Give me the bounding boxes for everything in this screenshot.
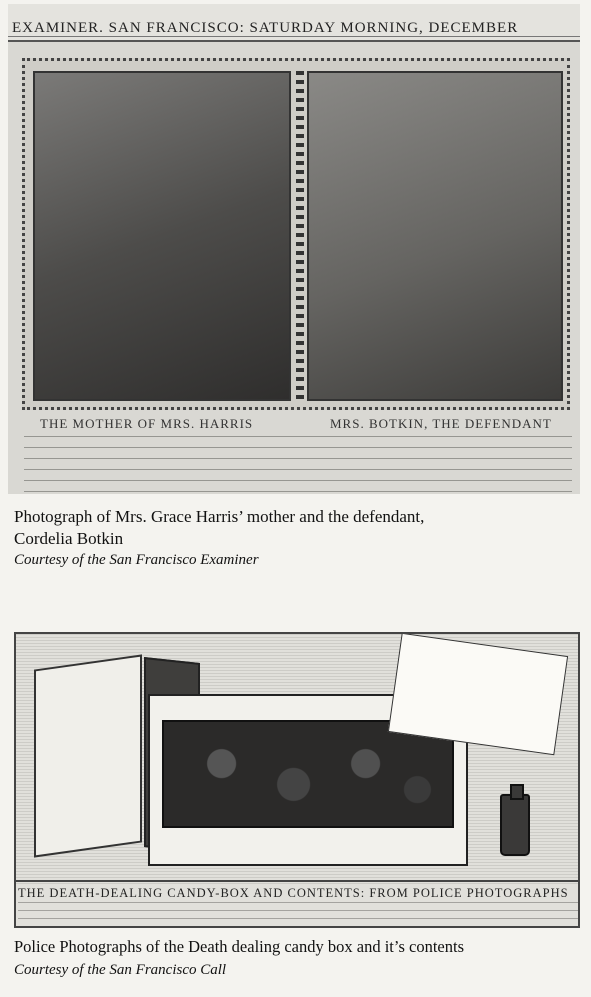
illegible-article-text-2 xyxy=(18,902,578,926)
portrait-frame xyxy=(22,58,570,410)
caption1-line2: Cordelia Botkin xyxy=(14,529,124,548)
portrait-mrs-botkin xyxy=(307,71,563,401)
candy-carton-illustration xyxy=(34,654,142,857)
illegible-article-text xyxy=(24,436,572,492)
candy-contents-illustration xyxy=(162,720,454,828)
examiner-clipping xyxy=(8,4,580,494)
caption2-line1: Police Photographs of the Death dealing candy box and it’s contents xyxy=(14,937,464,956)
caption2-credit: Courtesy of the San Francisco Call xyxy=(14,962,227,978)
label-mrs-botkin: MRS. BOTKIN, THE DEFENDANT xyxy=(330,416,552,431)
frame-divider xyxy=(296,71,304,401)
candy-box-label: THE DEATH-DEALING CANDY-BOX AND CONTENTS: FROM POLICE PHOTOGRAPHS xyxy=(18,886,569,900)
call-clipping xyxy=(14,632,580,928)
clipping-rule xyxy=(16,880,578,882)
caption1-line1: Photograph of Mrs. Grace Harris’ mother and the defendant, xyxy=(14,507,425,526)
portrait-mother-of-mrs-harris xyxy=(33,71,291,401)
newspaper-masthead: EXAMINER. SAN FRANCISCO: SATURDAY MORNING, DECEMBER xyxy=(8,4,580,42)
caption1-credit: Courtesy of the San Francisco Examiner xyxy=(14,552,259,568)
label-mother-of-mrs-harris: THE MOTHER OF MRS. HARRIS xyxy=(40,416,254,431)
bottle-illustration xyxy=(500,794,530,856)
